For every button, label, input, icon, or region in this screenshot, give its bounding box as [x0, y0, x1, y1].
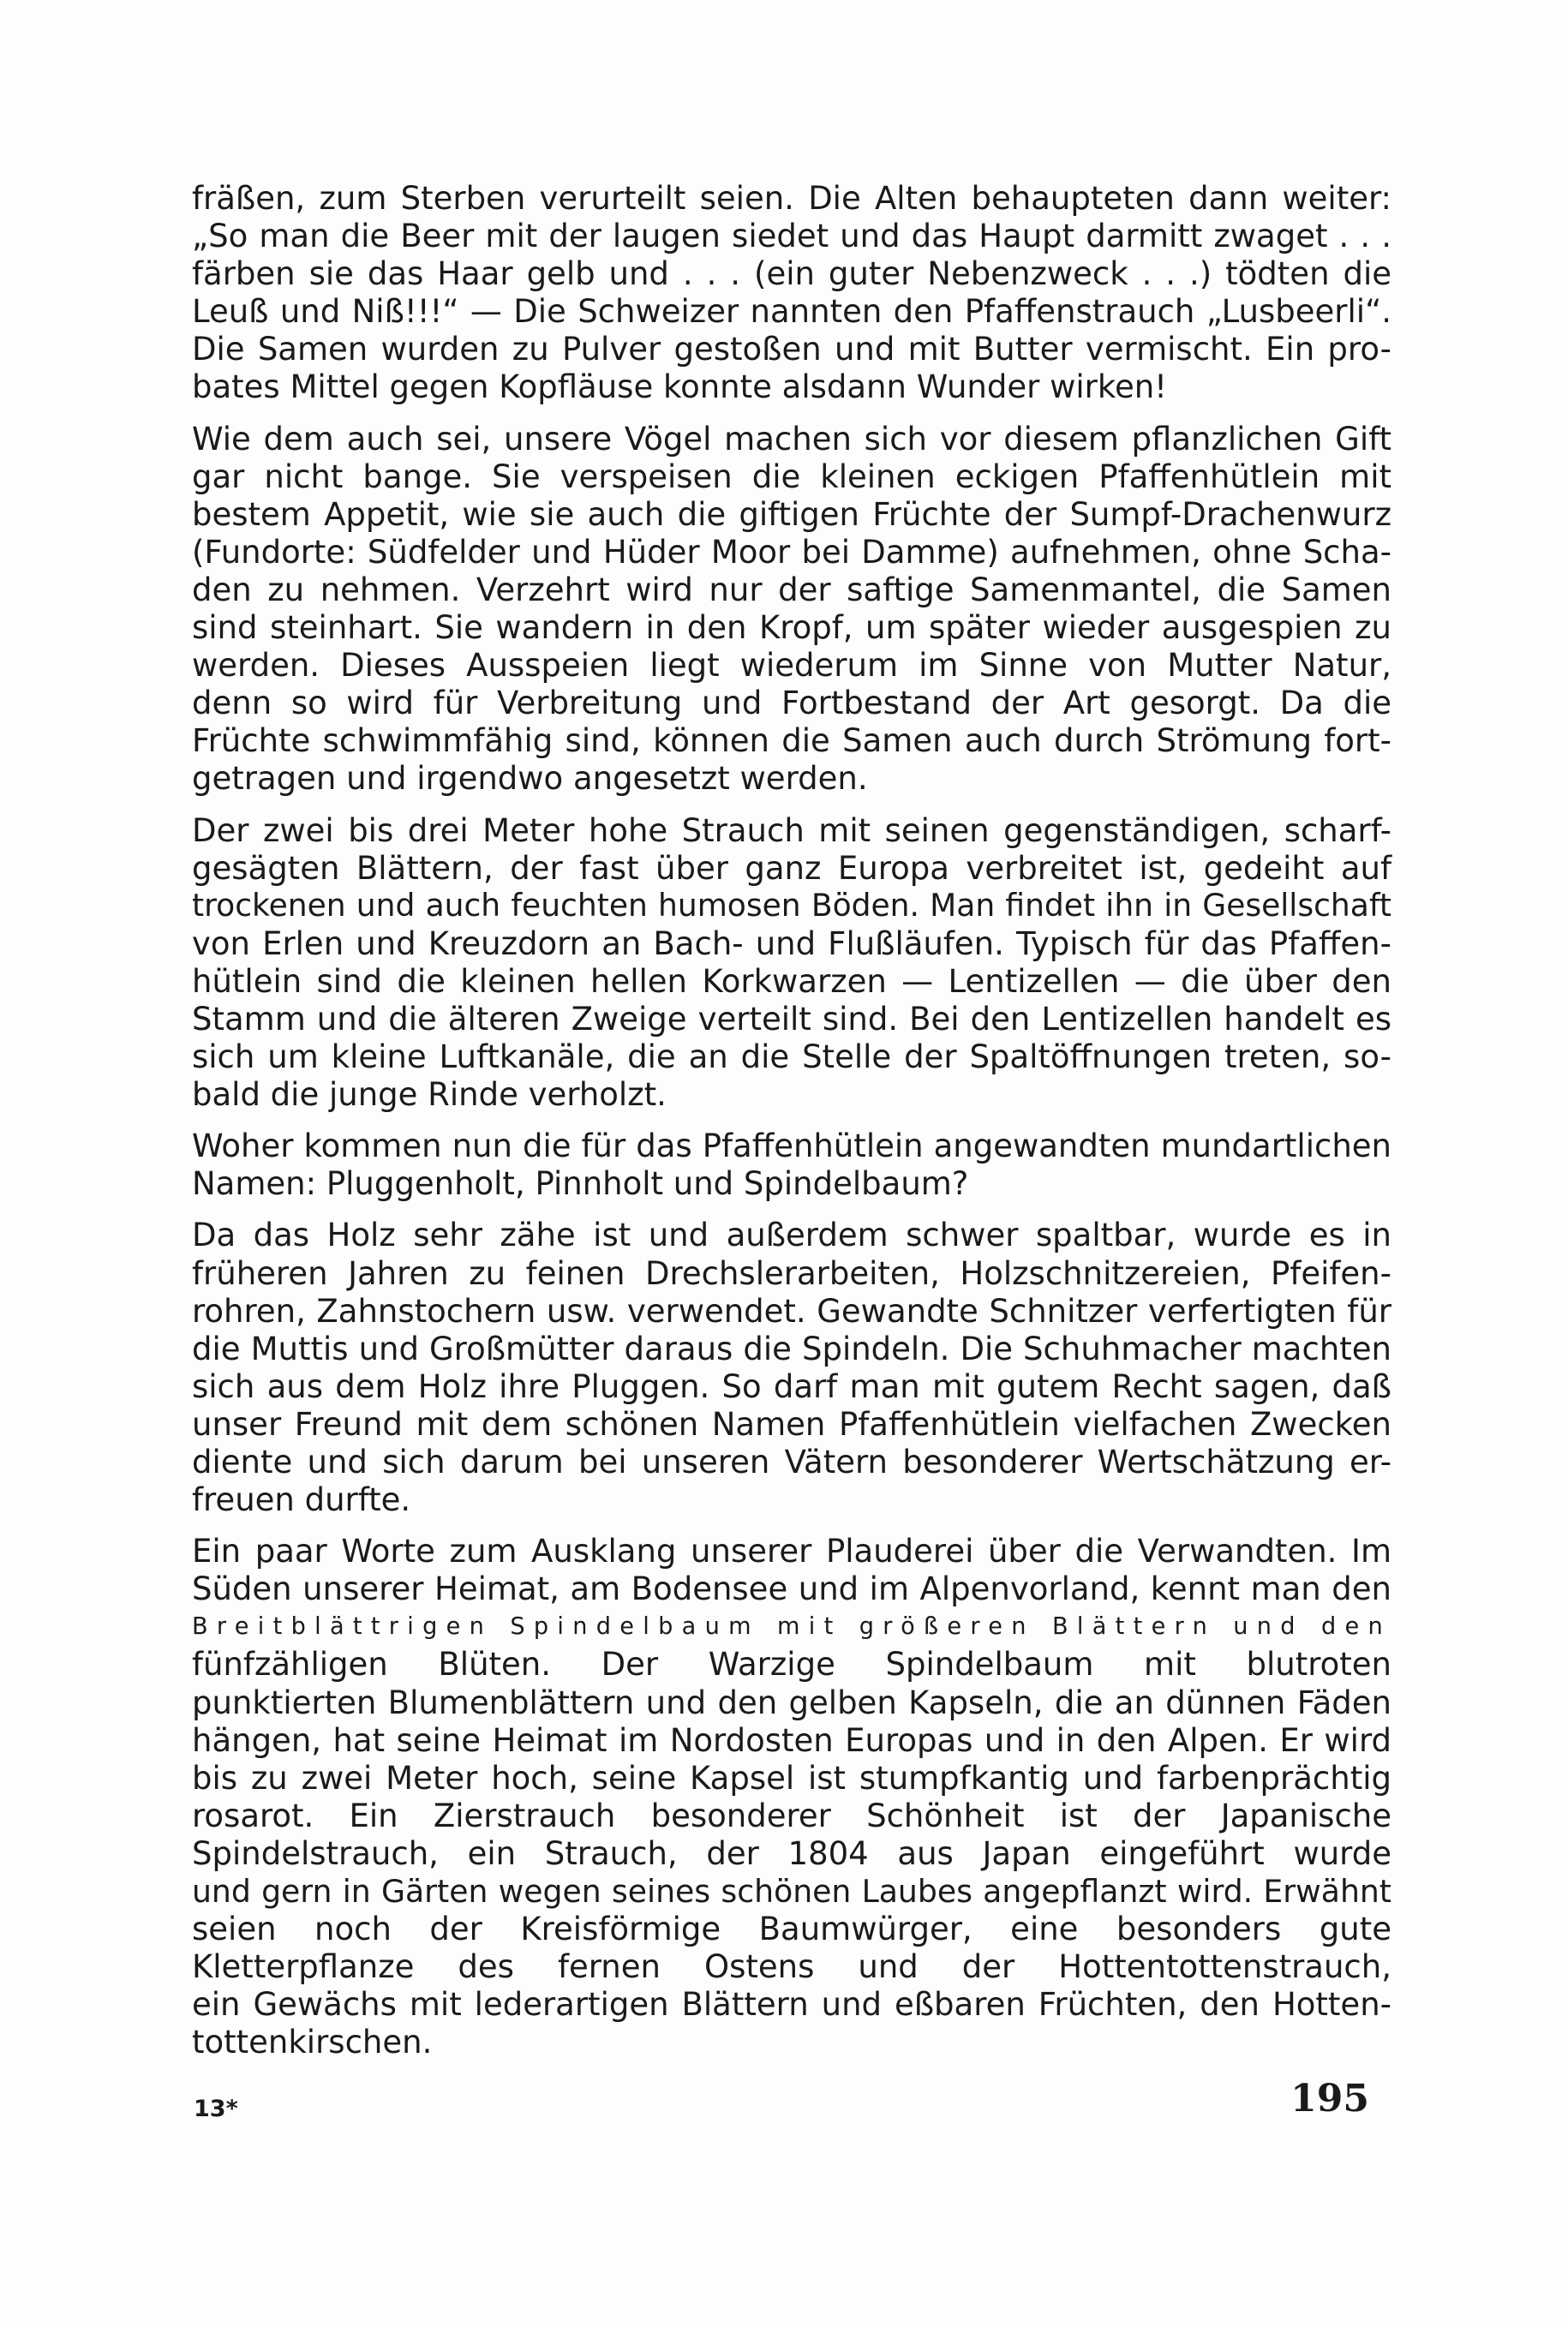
text-line: freuen durfte. [192, 1481, 411, 1519]
text-line: Wie dem auch sei, unsere Vögel machen sich vor diesem pflanzlichen Gift [192, 420, 1391, 458]
text-line: Leuß und Niß!!!“ — Die Schweizer nannten den Pfaffenstrauch „Lusbeerli“. [192, 293, 1391, 331]
text-line: die Muttis und Großmütter daraus die Spindeln. Die Schuhmacher machten [192, 1330, 1391, 1367]
text-line: punktierten Blumenblättern und den gelben Kapseln, die an dünnen Fäden [192, 1684, 1391, 1721]
text-line: Kletterpflanze des fernen Ostens und der Hottentottenstrauch, [192, 1948, 1391, 1986]
text-line: seien noch der Kreisförmige Baumwürger, eine besonders gute [192, 1911, 1391, 1948]
paragraph-4 [192, 1128, 1391, 1203]
text-line: bestem Appetit, wie sie auch die giftigen Früchte der Sumpf-Drachenwurz [192, 495, 1391, 533]
text-line: trockenen und auch feuchten humosen Böden. Man findet ihn in Gesellschaft [192, 888, 1391, 924]
text-line: sich um kleine Luftkanäle, die an die Stelle der Spaltöffnungen treten, so- [192, 1038, 1391, 1076]
text-line: werden. Dieses Ausspeien liegt wiederum im Sinne von Mutter Natur, [192, 647, 1391, 685]
text-line: bates Mittel gegen Kopfläuse konnte alsdann Wunder wirken! [192, 368, 1168, 406]
text-line: (Fundorte: Südfelder und Hüder Moor bei Damme) aufnehmen, ohne Scha- [192, 533, 1391, 571]
body-text [192, 180, 1391, 2076]
text-line: fünfzähligen Blüten. Der Warzige Spindelbaum mit blutroten [192, 1646, 1391, 1684]
text-line: diente und sich darum bei unseren Vätern besonderer Wertschätzung er- [192, 1444, 1391, 1481]
text-line: Woher kommen nun die für das Pfaffenhütlein angewandten mundartlichen [192, 1128, 1391, 1165]
text-line: tottenkirschen. [192, 2024, 433, 2061]
text-line: rosarot. Ein Zierstrauch besonderer Schönheit ist der Japanische [192, 1797, 1391, 1834]
text-line: Da das Holz sehr zähe ist und außerdem schwer spaltbar, wurde es in [192, 1217, 1391, 1254]
text-line: Ein paar Worte zum Ausklang unserer Plauderei über die Verwandten. Im [192, 1533, 1391, 1570]
text-line: von Erlen und Kreuzdorn an Bach- und Flußläufen. Typisch für das Pfaffen- [192, 924, 1391, 962]
paragraph-3 [192, 812, 1391, 1115]
text-line: Namen: Pluggenholt, Pinnholt und Spindelbaum? [192, 1165, 969, 1203]
text-line: den zu nehmen. Verzehrt wird nur der saftige Samenmantel, die Samen [192, 571, 1391, 608]
text-line: Der zwei bis drei Meter hohe Strauch mit seinen gegenständigen, scharf- [192, 811, 1391, 849]
paragraph-2 [192, 421, 1391, 799]
text-line: Stamm und die älteren Zweige verteilt sind. Bei den Lentizellen handelt es [192, 1000, 1391, 1038]
text-line: bis zu zwei Meter hoch, seine Kapsel ist stumpfkantig und farbenprächtig [192, 1759, 1391, 1797]
text-line: Breitblättrigen Spindelbaum mit größeren Blättern und den [192, 1613, 1391, 1641]
text-line: Früchte schwimmfähig sind, können die Samen auch durch Strömung fort- [192, 722, 1391, 760]
text-line: sind steinhart. Sie wandern in den Kropf, um später wieder ausgespien zu [192, 609, 1391, 647]
text-line: denn so wird für Verbreitung und Fortbestand der Art gesorgt. Da die [192, 685, 1391, 722]
text-line: färben sie das Haar gelb und . . . (ein guter Nebenzweck . . .) tödten die [192, 255, 1391, 293]
text-line: gar nicht bange. Sie verspeisen die kleinen eckigen Pfaffenhütlein mit [192, 458, 1391, 495]
text-line: fräßen, zum Sterben verurteilt seien. Die Alten behaupteten dann weiter: [192, 180, 1391, 217]
text-line: getragen und irgendwo angesetzt werden. [192, 760, 868, 798]
signature-mark: 13* [194, 2096, 238, 2122]
text-line: bald die junge Rinde verholzt. [192, 1076, 667, 1114]
text-line: und gern in Gärten wegen seines schönen Laubes angepflanzt wird. Erwähnt [192, 1873, 1391, 1911]
page-number: 195 [1290, 2077, 1369, 2121]
text-line: Süden unserer Heimat, am Bodensee und im Alpenvorland, kennt man den [192, 1570, 1391, 1608]
text-line: früheren Jahren zu feinen Drechslerarbeiten, Holzschnitzereien, Pfeifen- [192, 1254, 1391, 1292]
text-line: ein Gewächs mit lederartigen Blättern und eßbaren Früchten, den Hotten- [192, 1986, 1391, 2024]
text-line: rohren, Zahnstochern usw. verwendet. Gewandte Schnitzer verfertigten für [192, 1292, 1391, 1330]
paragraph-1 [192, 180, 1391, 407]
text-line: sich aus dem Holz ihre Pluggen. So darf man mit gutem Recht sagen, daß [192, 1367, 1391, 1405]
text-line: gesägten Blättern, der fast über ganz Europa verbreitet ist, gedeiht auf [192, 849, 1391, 887]
text-line: Spindelstrauch, ein Strauch, der 1804 aus Japan eingeführt wurde [192, 1834, 1391, 1872]
text-line: unser Freund mit dem schönen Namen Pfaffenhütlein vielfachen Zwecken [192, 1405, 1391, 1443]
paragraph-6 [192, 1533, 1391, 2061]
text-line: Die Samen wurden zu Pulver gestoßen und mit Butter vermischt. Ein pro- [192, 331, 1391, 368]
text-line: „So man die Beer mit der laugen siedet und das Haupt darmitt zwaget . . . [192, 218, 1391, 255]
paragraph-5 [192, 1217, 1391, 1519]
text-line: hängen, hat seine Heimat im Nordosten Europas und in den Alpen. Er wird [192, 1721, 1391, 1759]
text-line: hütlein sind die kleinen hellen Korkwarzen — Lentizellen — die über den [192, 962, 1391, 1000]
